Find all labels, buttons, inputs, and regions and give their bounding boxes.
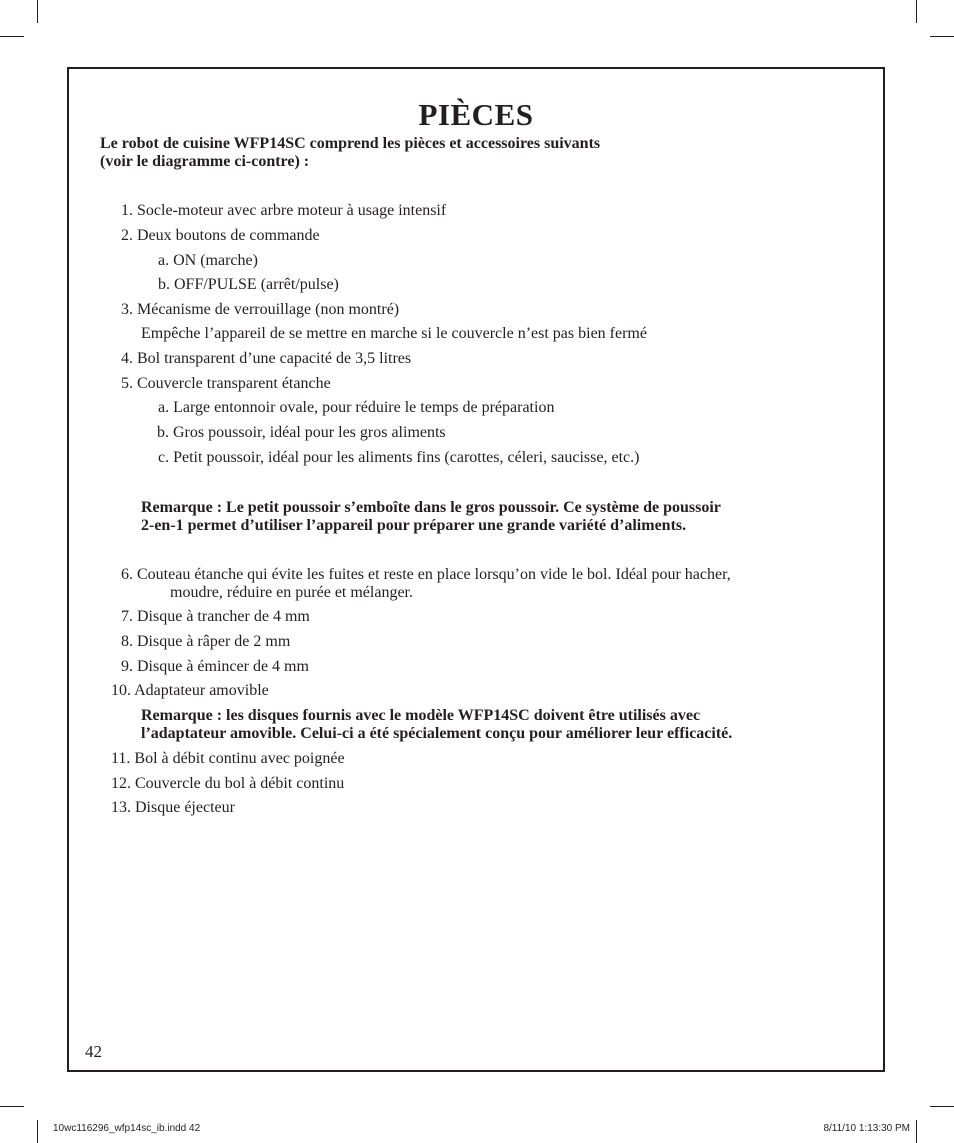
intro-line: (voir le diagramme ci-contre) : <box>100 153 310 170</box>
list-item: 3. Mécanisme de verrouillage (non montré) <box>121 301 400 318</box>
slug-file-info: 10wc116296_wfp14sc_ib.indd 42 <box>53 1123 201 1134</box>
list-subitem: c. Petit poussoir, idéal pour les aliments fins (carottes, céleri, saucisse, etc.) <box>158 449 640 466</box>
list-subitem: a. Large entonnoir ovale, pour réduire le temps de préparation <box>158 399 555 416</box>
list-item: 4. Bol transparent d’une capacité de 3,5 litres <box>121 350 412 367</box>
list-item: 7. Disque à trancher de 4 mm <box>121 608 310 625</box>
crop-mark <box>930 1106 954 1107</box>
list-item: 2. Deux boutons de commande <box>121 227 320 244</box>
list-item: 5. Couvercle transparent étanche <box>121 375 331 392</box>
list-item: 13. Disque éjecteur <box>111 799 235 816</box>
note-line: l’adaptateur amovible. Celui-ci a été spécialement conçu pour améliorer leur efficacité. <box>141 725 733 742</box>
list-item: 10. Adaptateur amovible <box>111 682 269 699</box>
list-item-continuation: moudre, réduire en purée et mélanger. <box>170 584 413 601</box>
page-title: PIÈCES <box>418 97 534 132</box>
note-line: Remarque : les disques fournis avec le modèle WFP14SC doivent être utilisés avec <box>141 707 701 724</box>
list-subitem: b. OFF/PULSE (arrêt/pulse) <box>158 276 339 293</box>
list-item: 9. Disque à émincer de 4 mm <box>121 658 309 675</box>
page-frame <box>67 67 885 1072</box>
list-item: 1. Socle-moteur avec arbre moteur à usage intensif <box>121 202 447 219</box>
list-item: 6. Couteau étanche qui évite les fuites et reste en place lorsqu’on vide le bol. Idéal pour hacher, <box>121 566 731 583</box>
crop-mark <box>37 0 38 23</box>
crop-mark <box>930 36 954 37</box>
note-line: 2-en-1 permet d’utiliser l’appareil pour préparer une grande variété d’aliments. <box>141 517 687 534</box>
crop-mark <box>916 1120 917 1143</box>
list-subitem: b. Gros poussoir, idéal pour les gros aliments <box>157 424 446 441</box>
list-item: 11. Bol à débit continu avec poignée <box>111 750 345 767</box>
crop-mark <box>0 1106 24 1107</box>
slug-timestamp: 8/11/10 1:13:30 PM <box>823 1123 910 1134</box>
list-item: 8. Disque à râper de 2 mm <box>121 633 291 650</box>
list-subitem: a. ON (marche) <box>158 252 258 269</box>
intro-line: Le robot de cuisine WFP14SC comprend les pièces et accessoires suivants <box>100 135 601 152</box>
crop-mark <box>0 36 24 37</box>
crop-mark <box>37 1120 38 1143</box>
list-item: 12. Couvercle du bol à débit continu <box>111 775 345 792</box>
crop-mark <box>916 0 917 23</box>
note-line: Remarque : Le petit poussoir s’emboîte dans le gros poussoir. Ce système de poussoir <box>141 499 721 516</box>
page-number: 42 <box>85 1042 102 1061</box>
list-item-detail: Empêche l’appareil de se mettre en marche si le couvercle n’est pas bien fermé <box>141 325 647 342</box>
